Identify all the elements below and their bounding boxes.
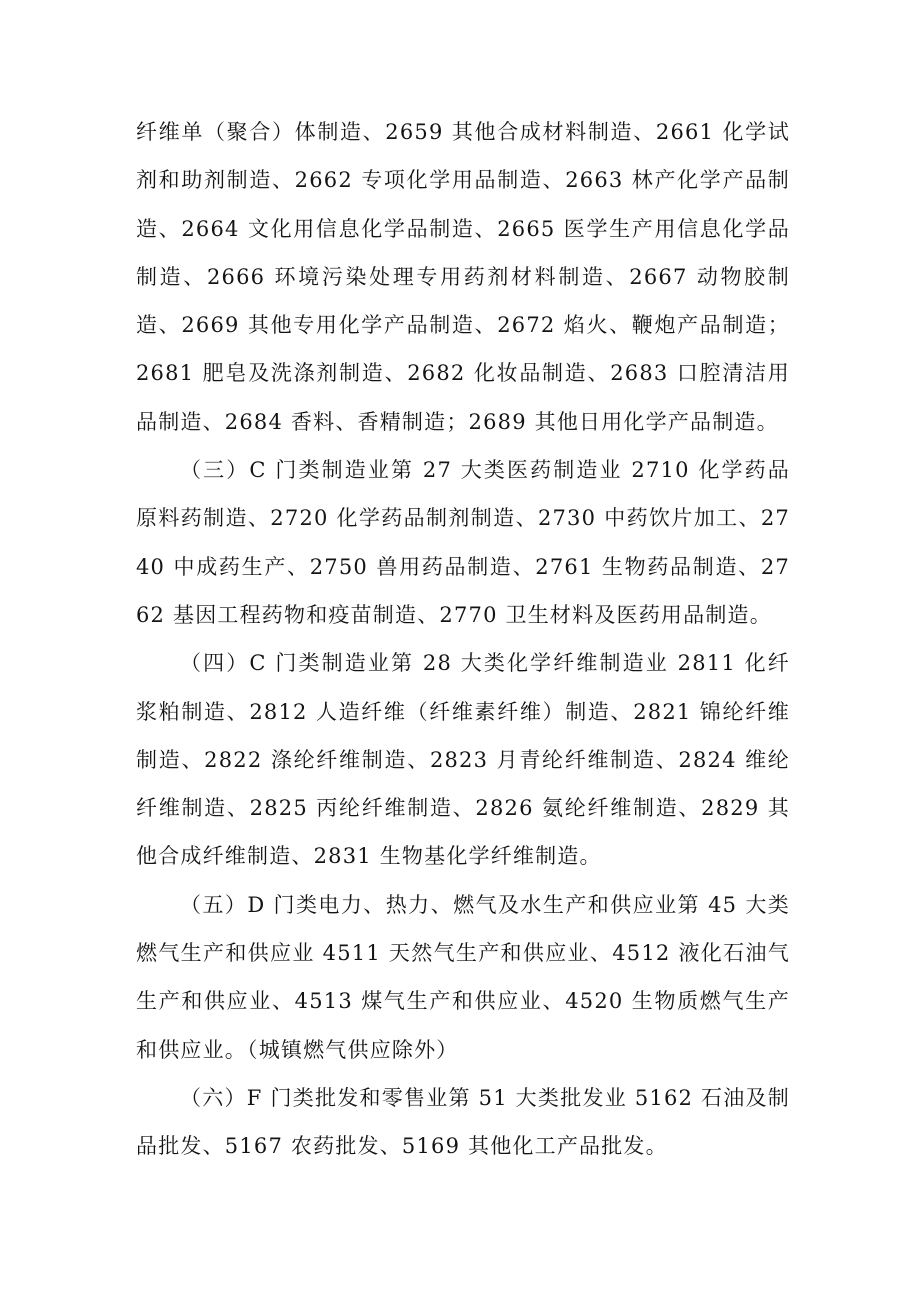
paragraph-pharmaceutical-manufacturing: （三）C 门类制造业第 27 大类医药制造业 2710 化学药品原料药制造、2720 化学药品制剂制造、2730 中药饮片加工、2740 中成药生产、2750 兽用药品制造、2761 生物药品制造、2762 基因工程药物和疫苗制造、2770 卫生材料及医药用品制造。 xyxy=(136,458,790,627)
document-body xyxy=(136,108,790,1171)
paragraph-chemical-fiber-manufacturing: （四）C 门类制造业第 28 大类化学纤维制造业 2811 化纤浆粕制造、2812 人造纤维（纤维素纤维）制造、2821 锦纶纤维制造、2822 涤纶纤维制造、2823 月青纶纤维制造、2824 维纶纤维制造、2825 丙纶纤维制造、2826 氨纶纤维制造、2829 其他合成纤维制造、2831 生物基化学纤维制造。 xyxy=(136,651,790,869)
paragraph-wholesale: （六）F 门类批发和零售业第 51 大类批发业 5162 石油及制品批发、5167 农药批发、5169 其他化工产品批发。 xyxy=(136,1085,790,1159)
paragraph-gas-production-supply: （五）D 门类电力、热力、燃气及水生产和供应业第 45 大类燃气生产和供应业 4511 天然气生产和供应业、4512 液化石油气生产和供应业、4513 煤气生产和供应业、4520 生物质燃气生产和供应业。（城镇燃气供应除外） xyxy=(136,892,790,1062)
paragraph-chemical-products-continued: 纤维单（聚合）体制造、2659 其他合成材料制造、2661 化学试剂和助剂制造、2662 专项化学用品制造、2663 林产化学产品制造、2664 文化用信息化学品制造、2665 医学生产用信息化学品制造、2666 环境污染处理专用药剂材料制造、2667 动物胶制造、2669 其他专用化学产品制造、2672 焰火、鞭炮产品制造；2681 肥皂及洗涤剂制造、2682 化妆品制造、2683 口腔清洁用品制造、2684 香料、香精制造；2689 其他日用化学产品制造。 xyxy=(136,120,790,434)
